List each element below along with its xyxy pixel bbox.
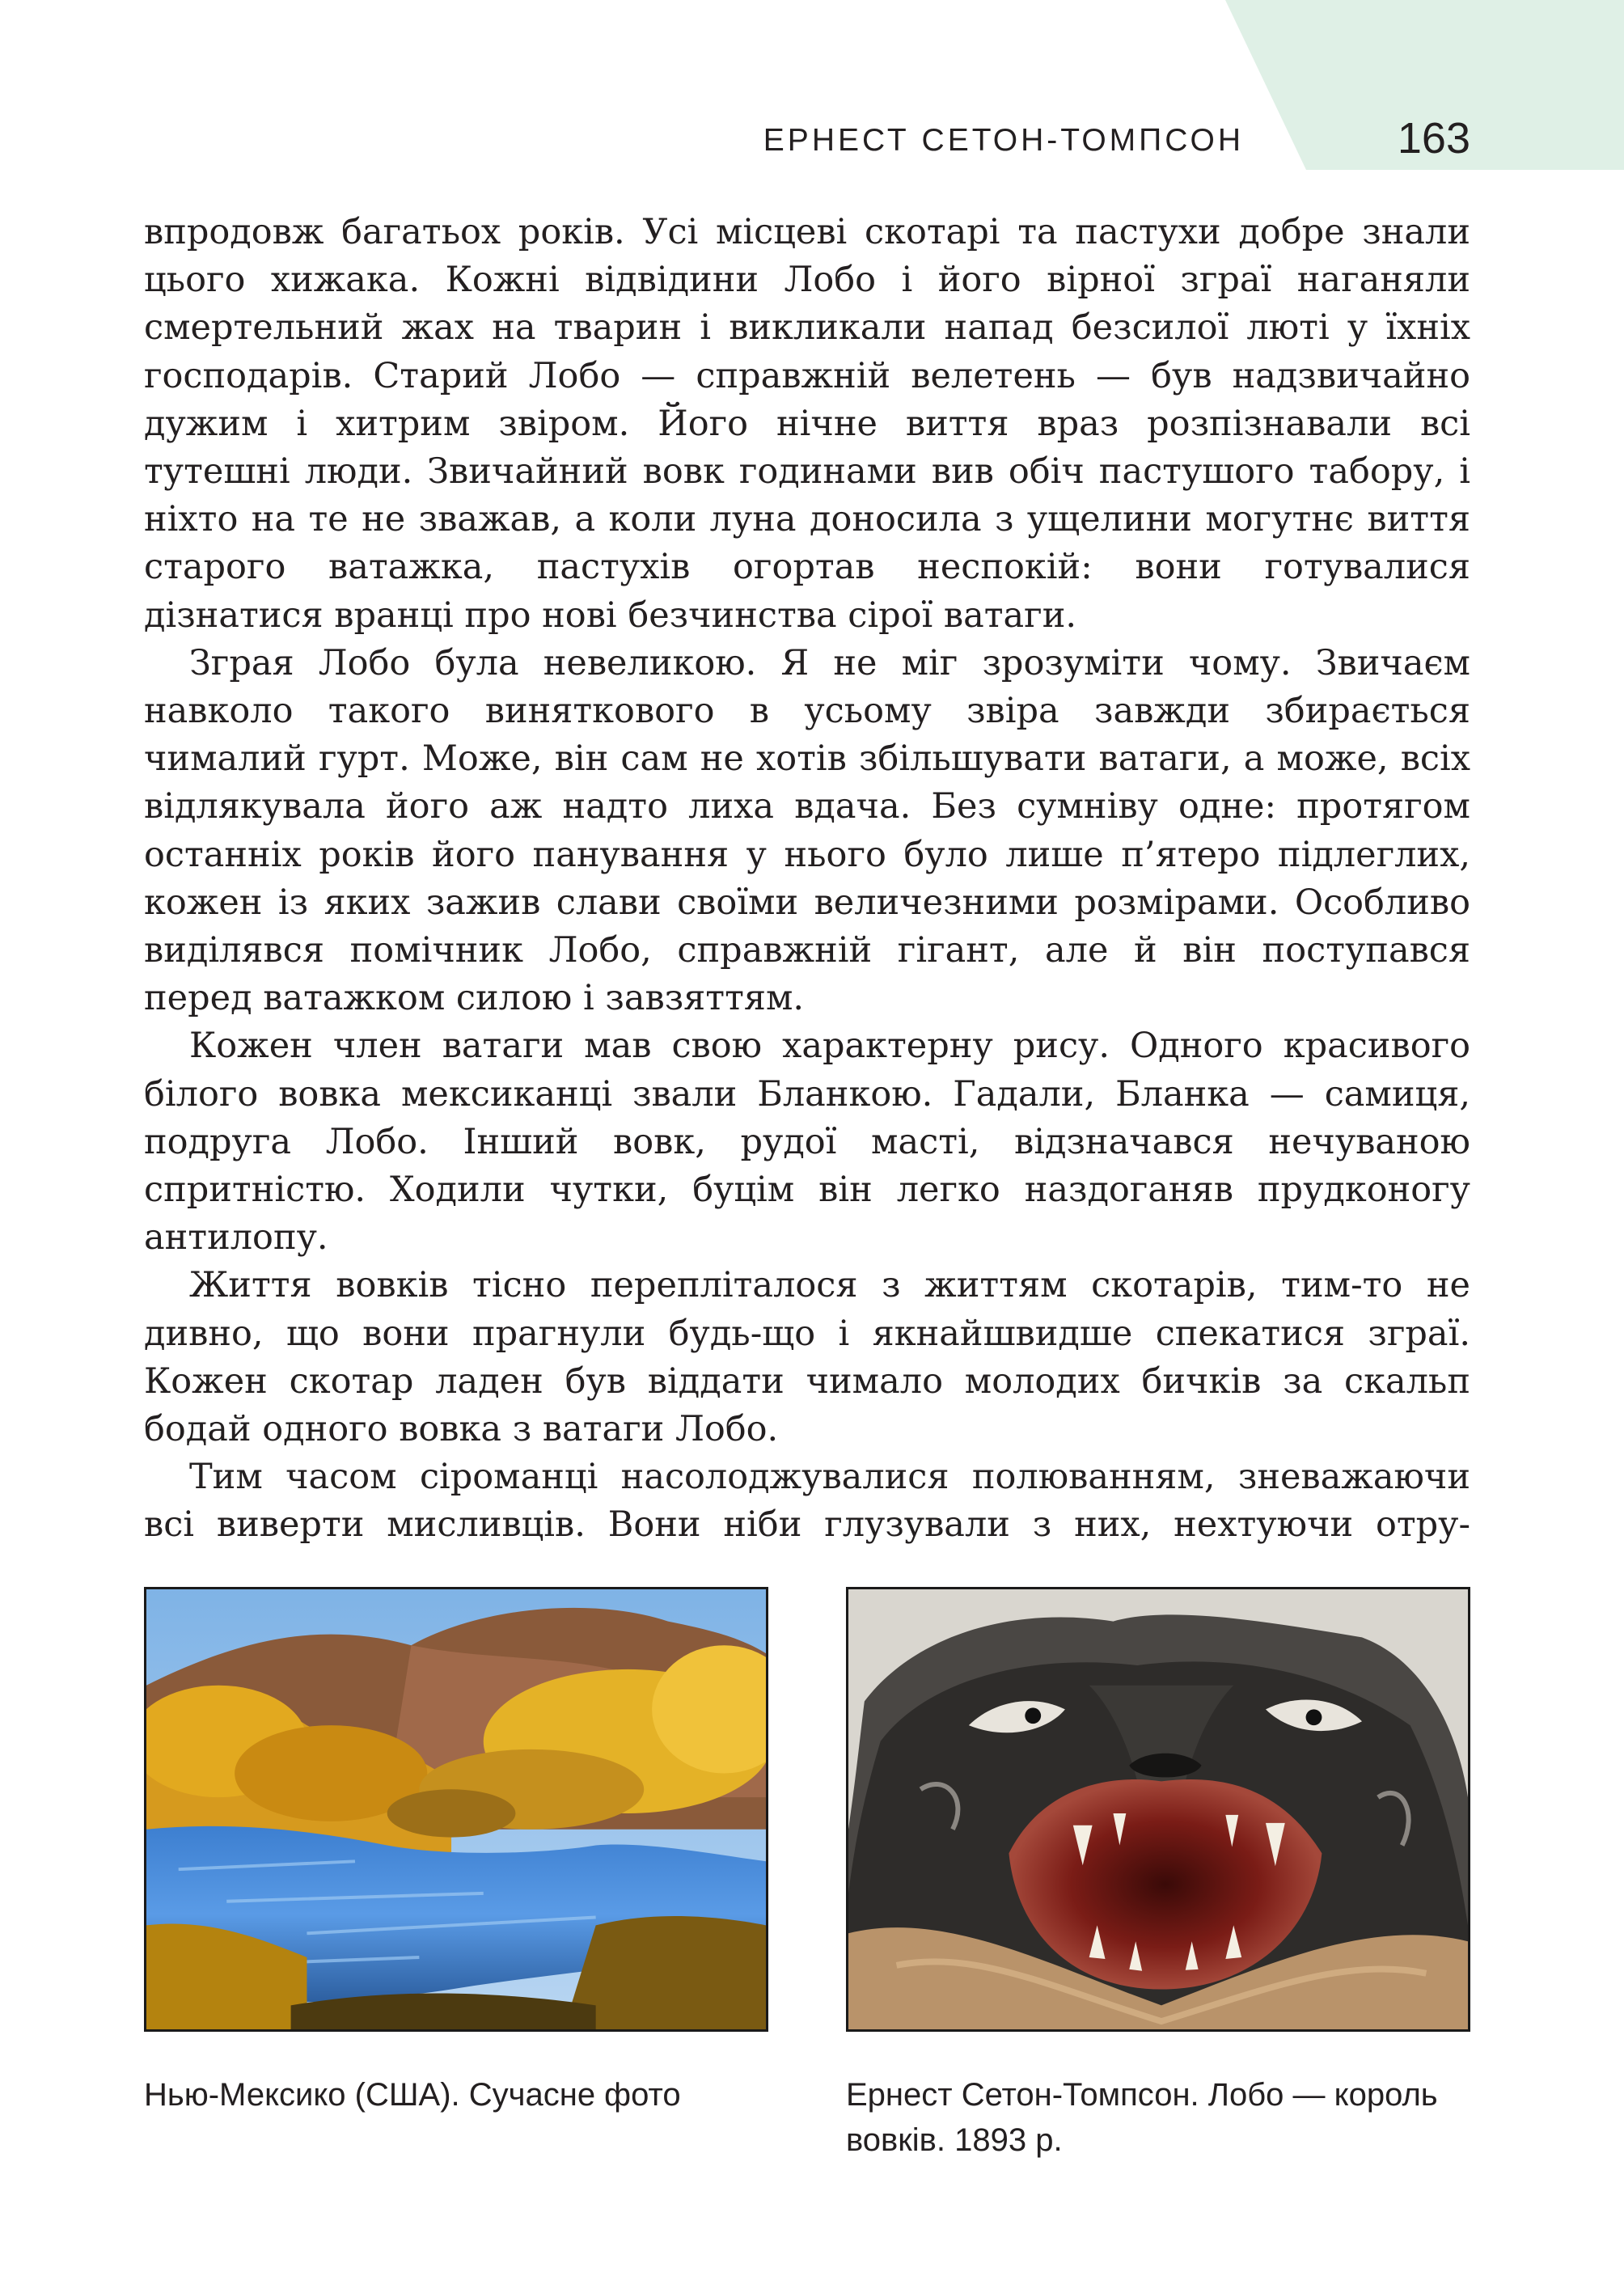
paragraph: Кожен член ватаги мав свою характерну рису. Одного красивого білого вовка мексиканці звали Бланкою. Гадали, Бланка — самиця, подруга Лобо. Інший вовк, рудої масті, відзначався нечуваною спритністю. Ходили чутки, буцім він легко наздоганяв прудконогу антилопу. — [144, 1026, 1470, 1259]
wolf-painting — [846, 1587, 1470, 2032]
figure-caption: Нью-Мексико (США). Сучасне фото — [144, 2077, 681, 2113]
body-text — [144, 209, 1470, 1550]
paragraph: Тим часом сіроманці насолоджувалися полюванням, зневажаючи всі виверти мисливців. Вони ніби глузували з них, нехтуючи отру- — [144, 1457, 1470, 1546]
page-number: 163 — [1397, 114, 1470, 163]
paragraph: Життя вовків тісно перепліталося з життям скотарів, тим-то не дивно, що вони прагнули будь-що і якнайшвидше спекатися зграї. Кожен скотар ладен був віддати чимало молодих бичків за скальп бодай одного вовка з ватаги Лобо. — [144, 1265, 1470, 1450]
figure-caption: Ернест Сетон-Томпсон. Лобо — король вовків. 1893 р. — [846, 2077, 1438, 2158]
paragraph: впродовж багатьох років. Усі місцеві скотарі та пастухи добре знали цього хижака. Кожні відвідини Лобо і його вірної зграї наганяли смертельний жах на тварин і викликали напад безсилої люті у їхніх господарів. Старий Лобо — справжній велетень — був надзвичайно дужим і хитрим звіром. Його нічне виття враз розпізнавали всі тутешні люди. Звичайний вовк годинами вив обіч пастушого табору, і ніхто на те не зважав, а коли луна доносила з ущелини могутнє виття старого ватажка, пастухів огортав неспокій: вони готувалися дізнатися вранці про нові безчинства сірої ватаги. — [144, 212, 1470, 636]
paragraph: Зграя Лобо була невеликою. Я не міг зрозуміти чому. Звичаєм навколо такого виняткового в усьому звіра завжди збирається чималий гурт. Може, він сам не хотів збільшувати ватаги, а може, всіх відлякувала його аж надто лиха вдача. Без сумніву одне: протягом останніх років його панування у нього було лише п’ятеро підлеглих, кожен із яких зажив слави своїми величезними розмірами. Особливо виділявся помічник Лобо, справжній гігант, але й він поступався перед ватажком силою і завзяттям. — [144, 642, 1470, 1019]
landscape-photo — [144, 1587, 768, 2032]
running-title: ЕРНЕСТ СЕТОН-ТОМПСОН — [763, 123, 1244, 158]
